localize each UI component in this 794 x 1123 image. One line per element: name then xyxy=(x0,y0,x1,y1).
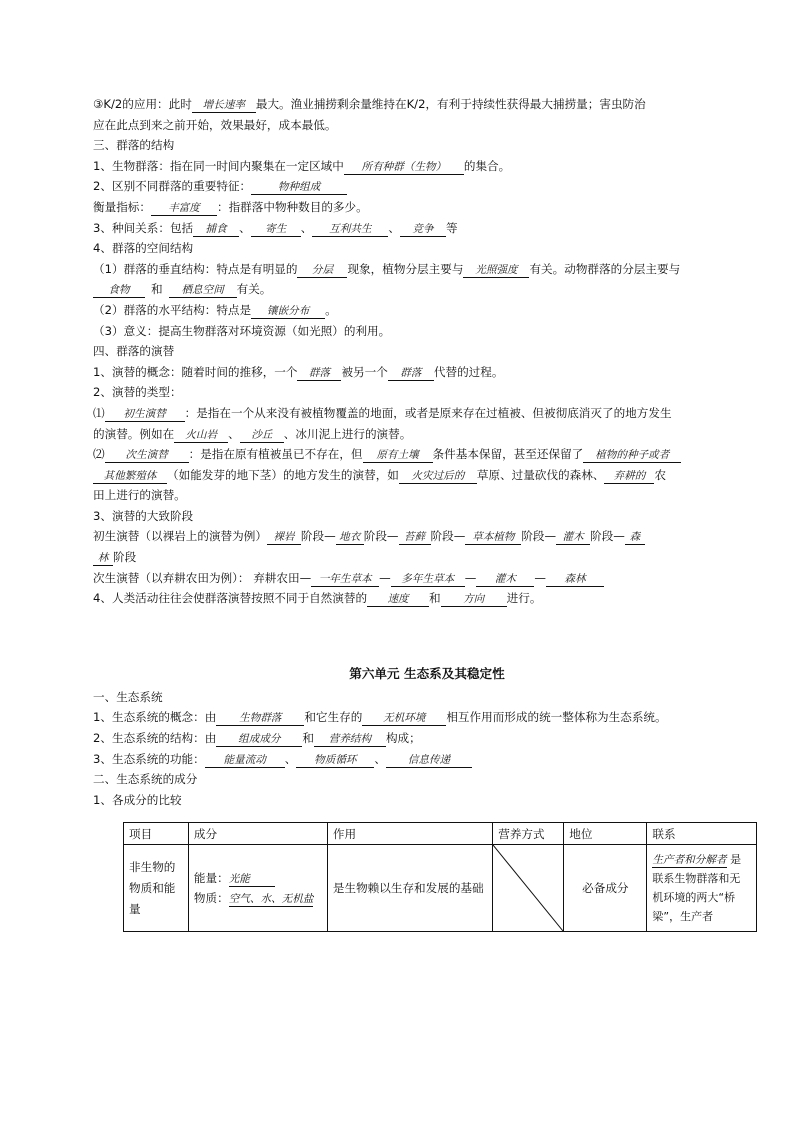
blank: 信息传递 xyxy=(386,754,472,768)
section-heading: 一、生态系统 xyxy=(93,689,163,704)
line: 3、演替的大致阶段 xyxy=(93,508,194,523)
blank: 地衣 xyxy=(336,531,364,545)
line: 林 阶段 xyxy=(93,547,761,568)
blank: 寄生 xyxy=(251,223,301,237)
blank: 灌木 xyxy=(476,573,534,587)
blank: 群落 xyxy=(297,367,341,381)
blank: 竞争 xyxy=(400,223,446,237)
line: 4、群落的空间结构 xyxy=(93,241,194,256)
line: 其他繁殖体 （如能发芽的地下茎）的地方发生的演替，如 火灾过后的 草原、过量砍伐的森林、 弃耕的 农 xyxy=(93,465,761,486)
blank: 草本植物 xyxy=(465,531,521,545)
line: 次生演替（以弃耕农田为例）： 弃耕农田— 一年生草本 — 多年生草本 — 灌木 — 森林 xyxy=(93,568,761,589)
blank: 食物 xyxy=(93,284,145,298)
blank: 一年生草本 xyxy=(311,573,379,587)
blank: 弃耕的 xyxy=(604,470,654,484)
line: 的演替。例如在 火山岩 、 沙丘 、冰川泥上进行的演替。 xyxy=(93,426,412,441)
blank: 所有种群（生物） xyxy=(344,161,464,175)
diagonal-line-icon xyxy=(493,845,563,931)
blank: 捕食 xyxy=(193,223,239,237)
blank: 灌木 xyxy=(556,531,590,545)
item-cell: 非生物的物质和能量 xyxy=(124,845,189,932)
line: 2、生态系统的结构：由 组成成分 和 营养结构 构成； xyxy=(93,731,421,746)
blank: 栖息空间 xyxy=(169,284,237,298)
blank: 营养结构 xyxy=(314,733,386,747)
components-table xyxy=(123,822,757,932)
blank: 裸岩 xyxy=(267,531,301,545)
blank: 苔藓 xyxy=(399,531,431,545)
column-header: 营养方式 xyxy=(493,823,564,845)
section-heading: 二、生态系统的成分 xyxy=(93,772,198,787)
blank: 无机环境 xyxy=(362,712,446,726)
blank: 互利共生 xyxy=(312,223,388,237)
line: 衡量指标： 丰富度 ：指群落中物种数目的多少。 xyxy=(93,199,368,214)
line: （1）群落的垂直结构：特点是有明显的 分层 现象，植物分层主要与 光照强度 有关。动物群落的分层主要与 xyxy=(93,261,681,276)
line: 初生演替（以裸岩上的演替为例） 裸岩 阶段— 地衣 阶段— 苔藓 阶段— 草本植物 阶段— 灌木 阶段— 森 xyxy=(93,526,761,547)
blank: 方向 xyxy=(441,593,507,607)
line: 1、生态系统的概念：由 生物群落 和它生存的 无机环境 相互作用而形成的统一整体称为生态系统。 xyxy=(93,710,667,725)
table-header-row xyxy=(124,823,757,845)
column-header: 联系 xyxy=(647,823,757,845)
blank: 沙丘 xyxy=(240,429,284,443)
blank: 多年生草本 xyxy=(391,573,465,587)
line: 1、演替的概念：随着时间的推移，一个 群落 被另一个 群落 代替的过程。 xyxy=(93,364,504,379)
column-header: 地位 xyxy=(564,823,647,845)
blank: 分层 xyxy=(297,264,347,278)
line: 田上进行的演替。 xyxy=(93,488,186,503)
document-body xyxy=(93,94,761,810)
blank: 光能 xyxy=(229,873,275,887)
line: 应在此点到来之前开始，效果最好，成本最低。 xyxy=(93,117,337,132)
role-cell: 是生物赖以生存和发展的基础 xyxy=(327,845,492,932)
line: 4、人类活动往往会使群落演替按照不同于自然演替的 速度 和 方向 进行。 xyxy=(93,591,542,606)
blank: 组成成分 xyxy=(216,733,302,747)
blank: 生物群落 xyxy=(216,712,304,726)
blank: 群落 xyxy=(388,367,434,381)
blank: 初生演替 xyxy=(105,408,185,422)
blank: 森林 xyxy=(546,573,604,587)
blank: 火灾过后的 xyxy=(399,470,477,484)
blank: 空气、水、无机盐 xyxy=(228,893,314,905)
blank: 物种组成 xyxy=(251,181,347,195)
blank: 火山岩 xyxy=(174,429,228,443)
column-header: 项目 xyxy=(124,823,189,845)
line: 2、演替的类型： xyxy=(93,385,182,400)
column-header: 成分 xyxy=(188,823,327,845)
blank: 生产者和分解者 xyxy=(652,854,727,866)
line: 食物 和 栖息空间 有关。 xyxy=(93,279,761,300)
blank: 其他繁殖体 xyxy=(93,470,167,484)
nutrition-cell xyxy=(493,845,564,932)
line: 1、各成分的比较 xyxy=(93,792,182,807)
status-cell: 必备成分 xyxy=(564,845,647,932)
blank: 林 xyxy=(93,552,113,566)
section-heading: 三、群落的结构 xyxy=(93,138,175,153)
line-k2: ③K/2的应用：此时 增长速率 最大。渔业捕捞剩余量维持在K/2，有利于持续性获得最大捕捞量；害虫防治 xyxy=(93,97,646,111)
line: 3、种间关系：包括 捕食 、 寄生 、 互利共生 、 竞争 等 xyxy=(93,220,458,235)
blank: 植物的种子或者 xyxy=(583,449,681,463)
blank: 能量流动 xyxy=(205,754,285,768)
blank: 物质循环 xyxy=(296,754,374,768)
link-cell: 生产者和分解者 是联系生物群落和无机环境的两大“桥梁”，生产者 xyxy=(647,845,757,932)
table-row xyxy=(124,845,757,932)
blank: 光照强度 xyxy=(463,264,529,278)
line: 1、生物群落：指在同一时间内聚集在一定区域中 所有种群（生物） 的集合。 xyxy=(93,158,511,173)
blank: 速度 xyxy=(367,593,429,607)
line: ⑴ 初生演替 ：是指在一个从来没有被植物覆盖的地面，或者是原来存在过植被、但被彻底消灭了的地方发生 xyxy=(93,405,672,420)
line: （2）群落的水平结构：特点是 镶嵌分布 。 xyxy=(93,302,337,317)
column-header: 作用 xyxy=(327,823,492,845)
line: ⑵ 次生演替 ：是指在原有植被虽已不存在，但 原有土壤 条件基本保留，甚至还保留了 植物的种子或者 xyxy=(93,444,761,465)
unit-title: 第六单元 生态系及其稳定性 xyxy=(349,665,505,681)
blank: 镶嵌分布 xyxy=(251,305,325,319)
blank: 次生演替 xyxy=(105,449,189,463)
blank: 原有土壤 xyxy=(363,449,433,463)
component-cell: 能量：光能 物质：空气、水、无机盐 xyxy=(188,845,327,932)
line: （3）意义：提高生物群落对环境资源（如光照）的利用。 xyxy=(93,323,391,338)
blank: 增长速率 xyxy=(192,99,256,113)
blank: 丰富度 xyxy=(151,202,217,216)
section-heading: 四、群落的演替 xyxy=(93,344,175,359)
blank: 森 xyxy=(625,531,645,545)
line: 3、生态系统的功能： 能量流动 、 物质循环 、 信息传递 xyxy=(93,749,761,770)
line: 2、区别不同群落的重要特征： 物种组成 xyxy=(93,176,761,197)
